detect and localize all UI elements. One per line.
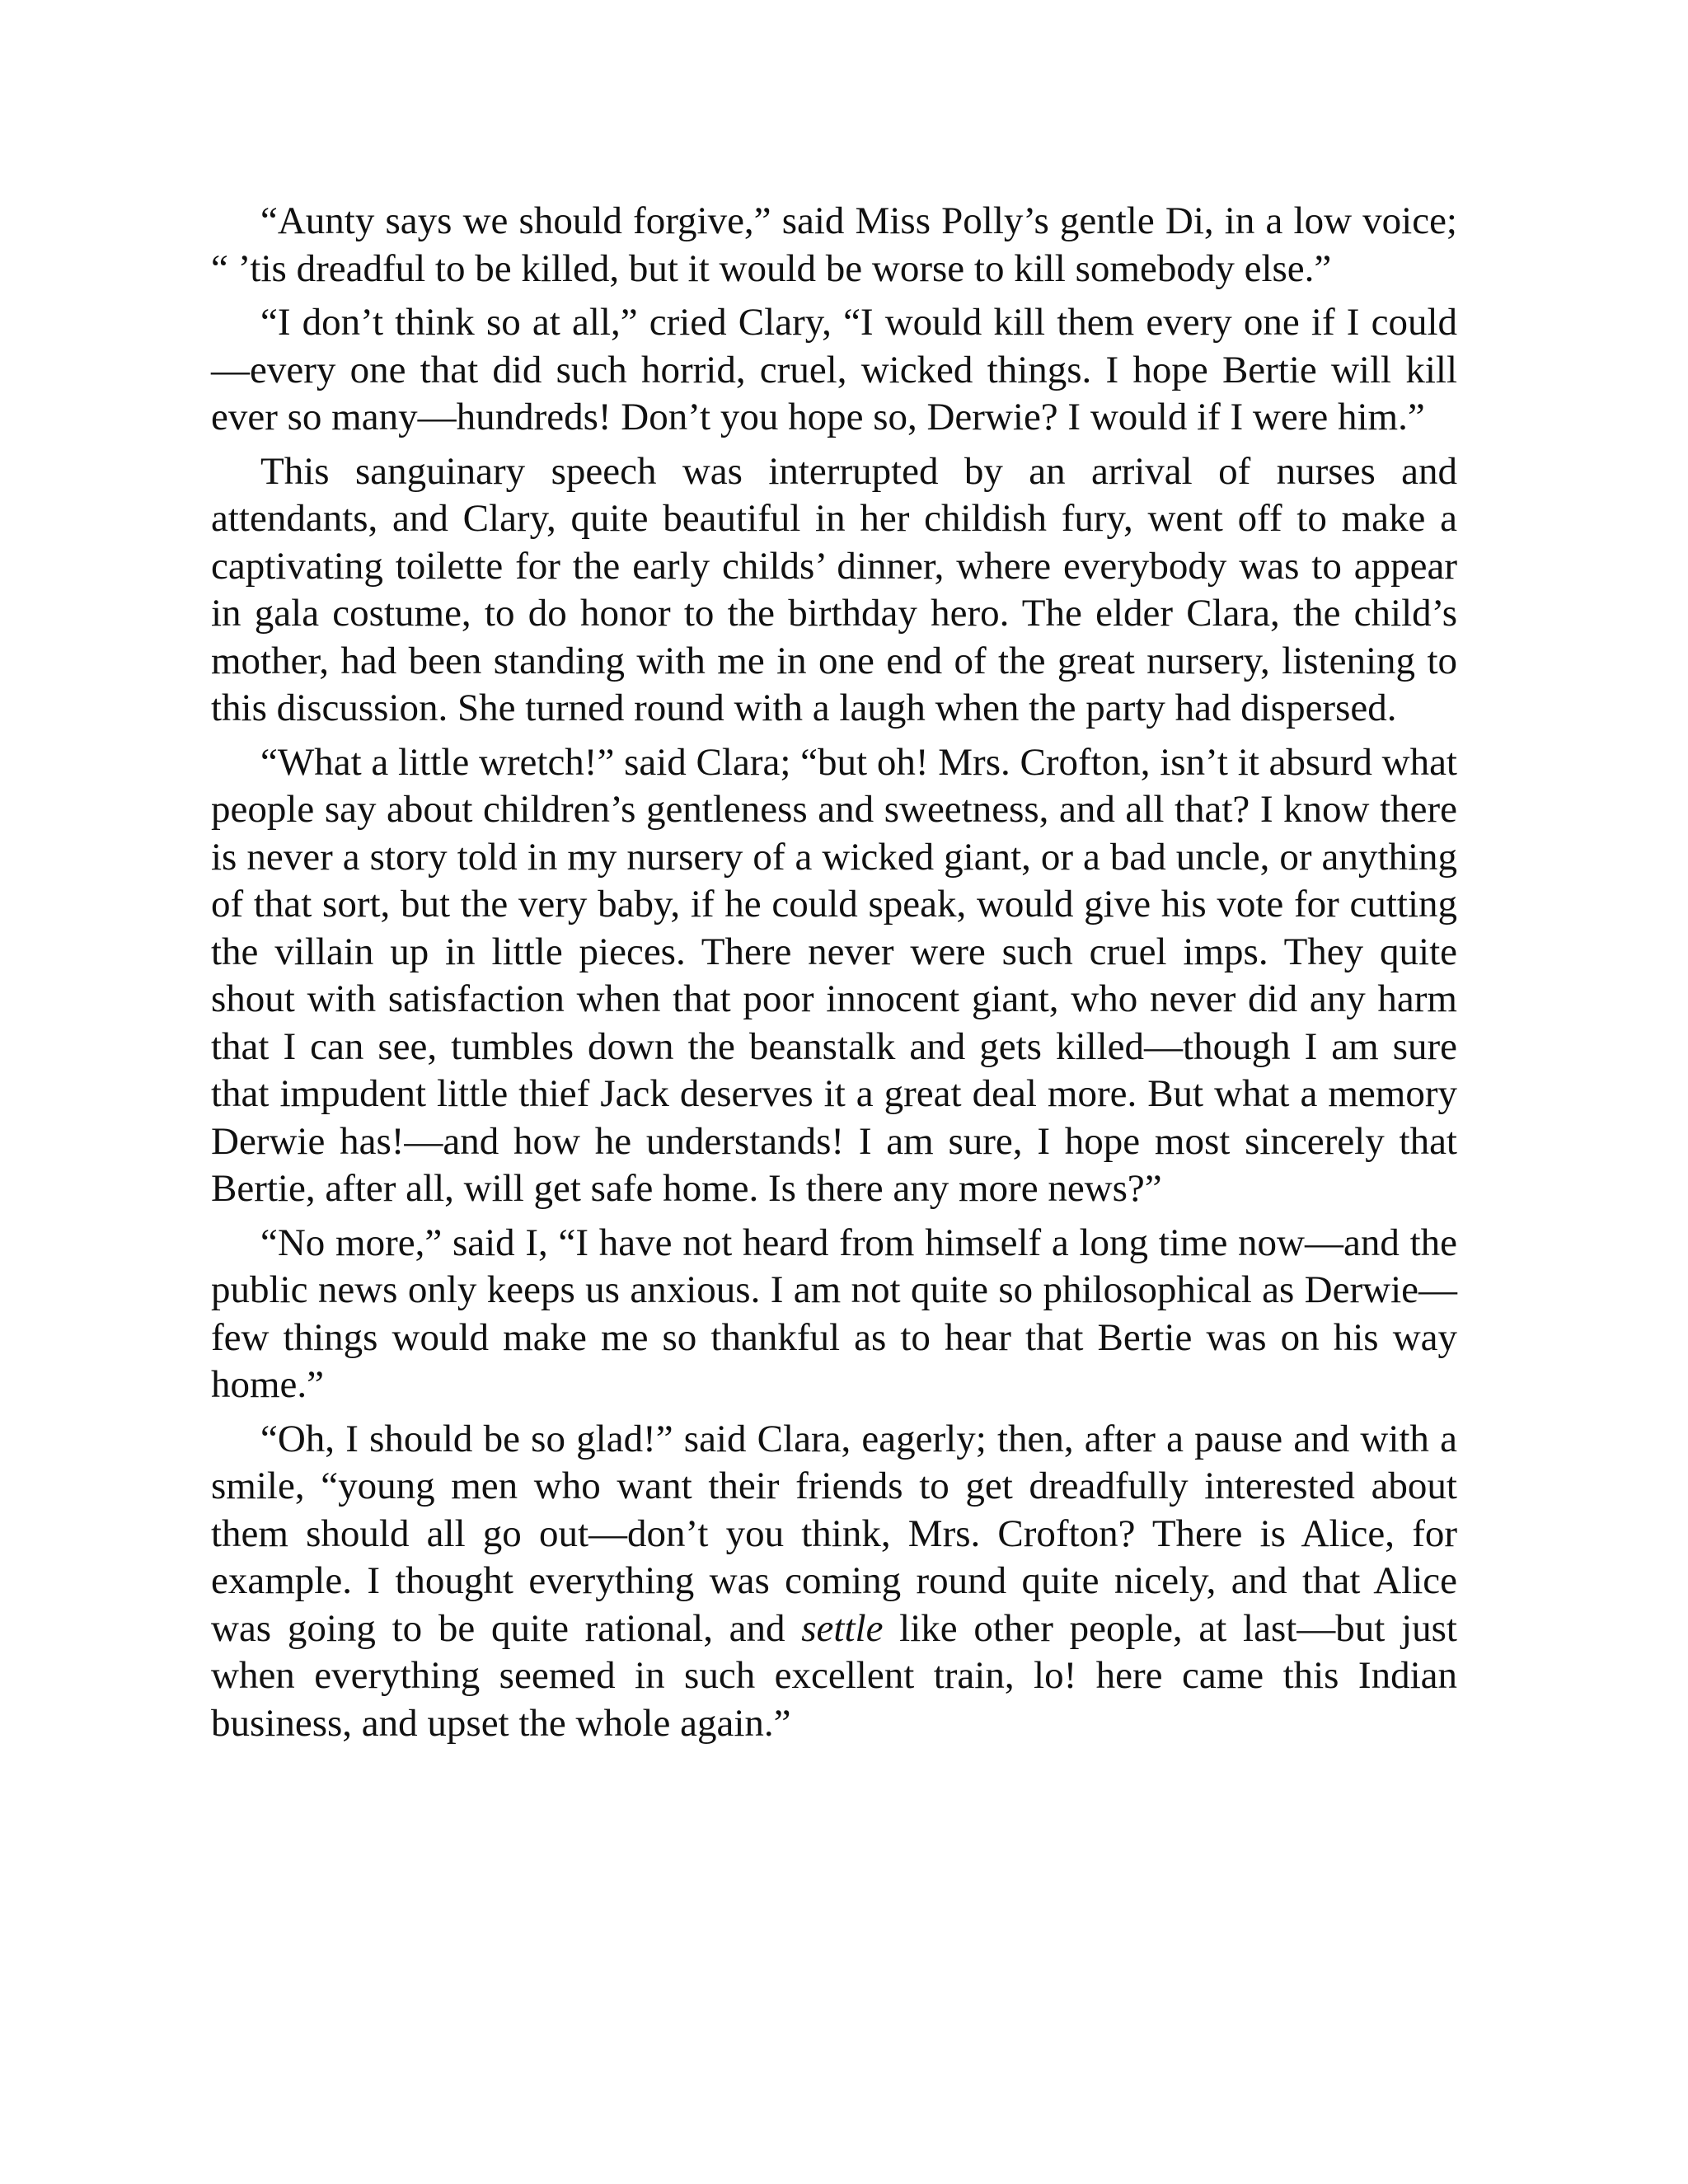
paragraph-6	[211, 1416, 1457, 1748]
paragraph-3: This sanguinary speech was interrupted by an arrival of nurses and attendants, and Clary, quite beautiful in her childish fury, went off to make a captivating toilette for the early childs’ dinner, where everybody was to appear in gala costume, to do honor to the birthday hero. The elder Clara, the child’s mother, had been standing with me in one end of the great nursery, listening to this discussion. She turned round with a laugh when the party had dispersed.	[211, 449, 1457, 729]
page-body-text	[211, 198, 1457, 1754]
paragraph-6-text-before: “Oh, I should be so glad!” said Clara, eagerly; then, after a pause and with a smile, “young men who want their friends to get dreadfully interested about them should all go out—don’t you think, Mrs. Crofton? There is Alice, for example. I thought everything was coming round quite nicely, and that Alice was going to be quite rational, and	[211, 1417, 1457, 1650]
emphasized-word: settle	[801, 1606, 884, 1650]
paragraph-4: “What a little wretch!” said Clara; “but oh! Mrs. Crofton, isn’t it absurd what people say about children’s gentleness and sweetness, and all that? I know there is never a story told in my nursery of a wicked giant, or a bad uncle, or anything of that sort, but the very baby, if he could speak, would give his vote for cutting the villain up in little pieces. There never were such cruel imps. They quite shout with satisfaction when that poor innocent giant, who never did any harm that I can see, tumbles down the beanstalk and gets killed—though I am sure that impudent little thief Jack deserves it a great deal more. But what a memory Derwie has!—and how he understands! I am sure, I hope most sincerely that Bertie, after all, will get safe home. Is there any more news?”	[211, 740, 1457, 1210]
paragraph-2: “I don’t think so at all,” cried Clary, “I would kill them every one if I could—every one that did such horrid, cruel, wicked things. I hope Bertie will kill ever so many—hundreds! Don’t you hope so, Derwie? I would if I were him.”	[211, 301, 1457, 438]
paragraph-1: “Aunty says we should forgive,” said Miss Polly’s gentle Di, in a low voice; “ ’tis dreadful to be killed, but it would be worse to kill somebody else.”	[211, 199, 1457, 290]
paragraph-5: “No more,” said I, “I have not heard from himself a long time now—and the public news only keeps us anxious. I am not quite so philosophical as Derwie—few things would make me so thankful as to hear that Bertie was on his way home.”	[211, 1221, 1457, 1406]
paragraph-6-text-after: like other people, at last—but just when everything seemed in such excellent train, lo! here came this Indian business, and upset the whole again.”	[211, 1606, 1457, 1745]
